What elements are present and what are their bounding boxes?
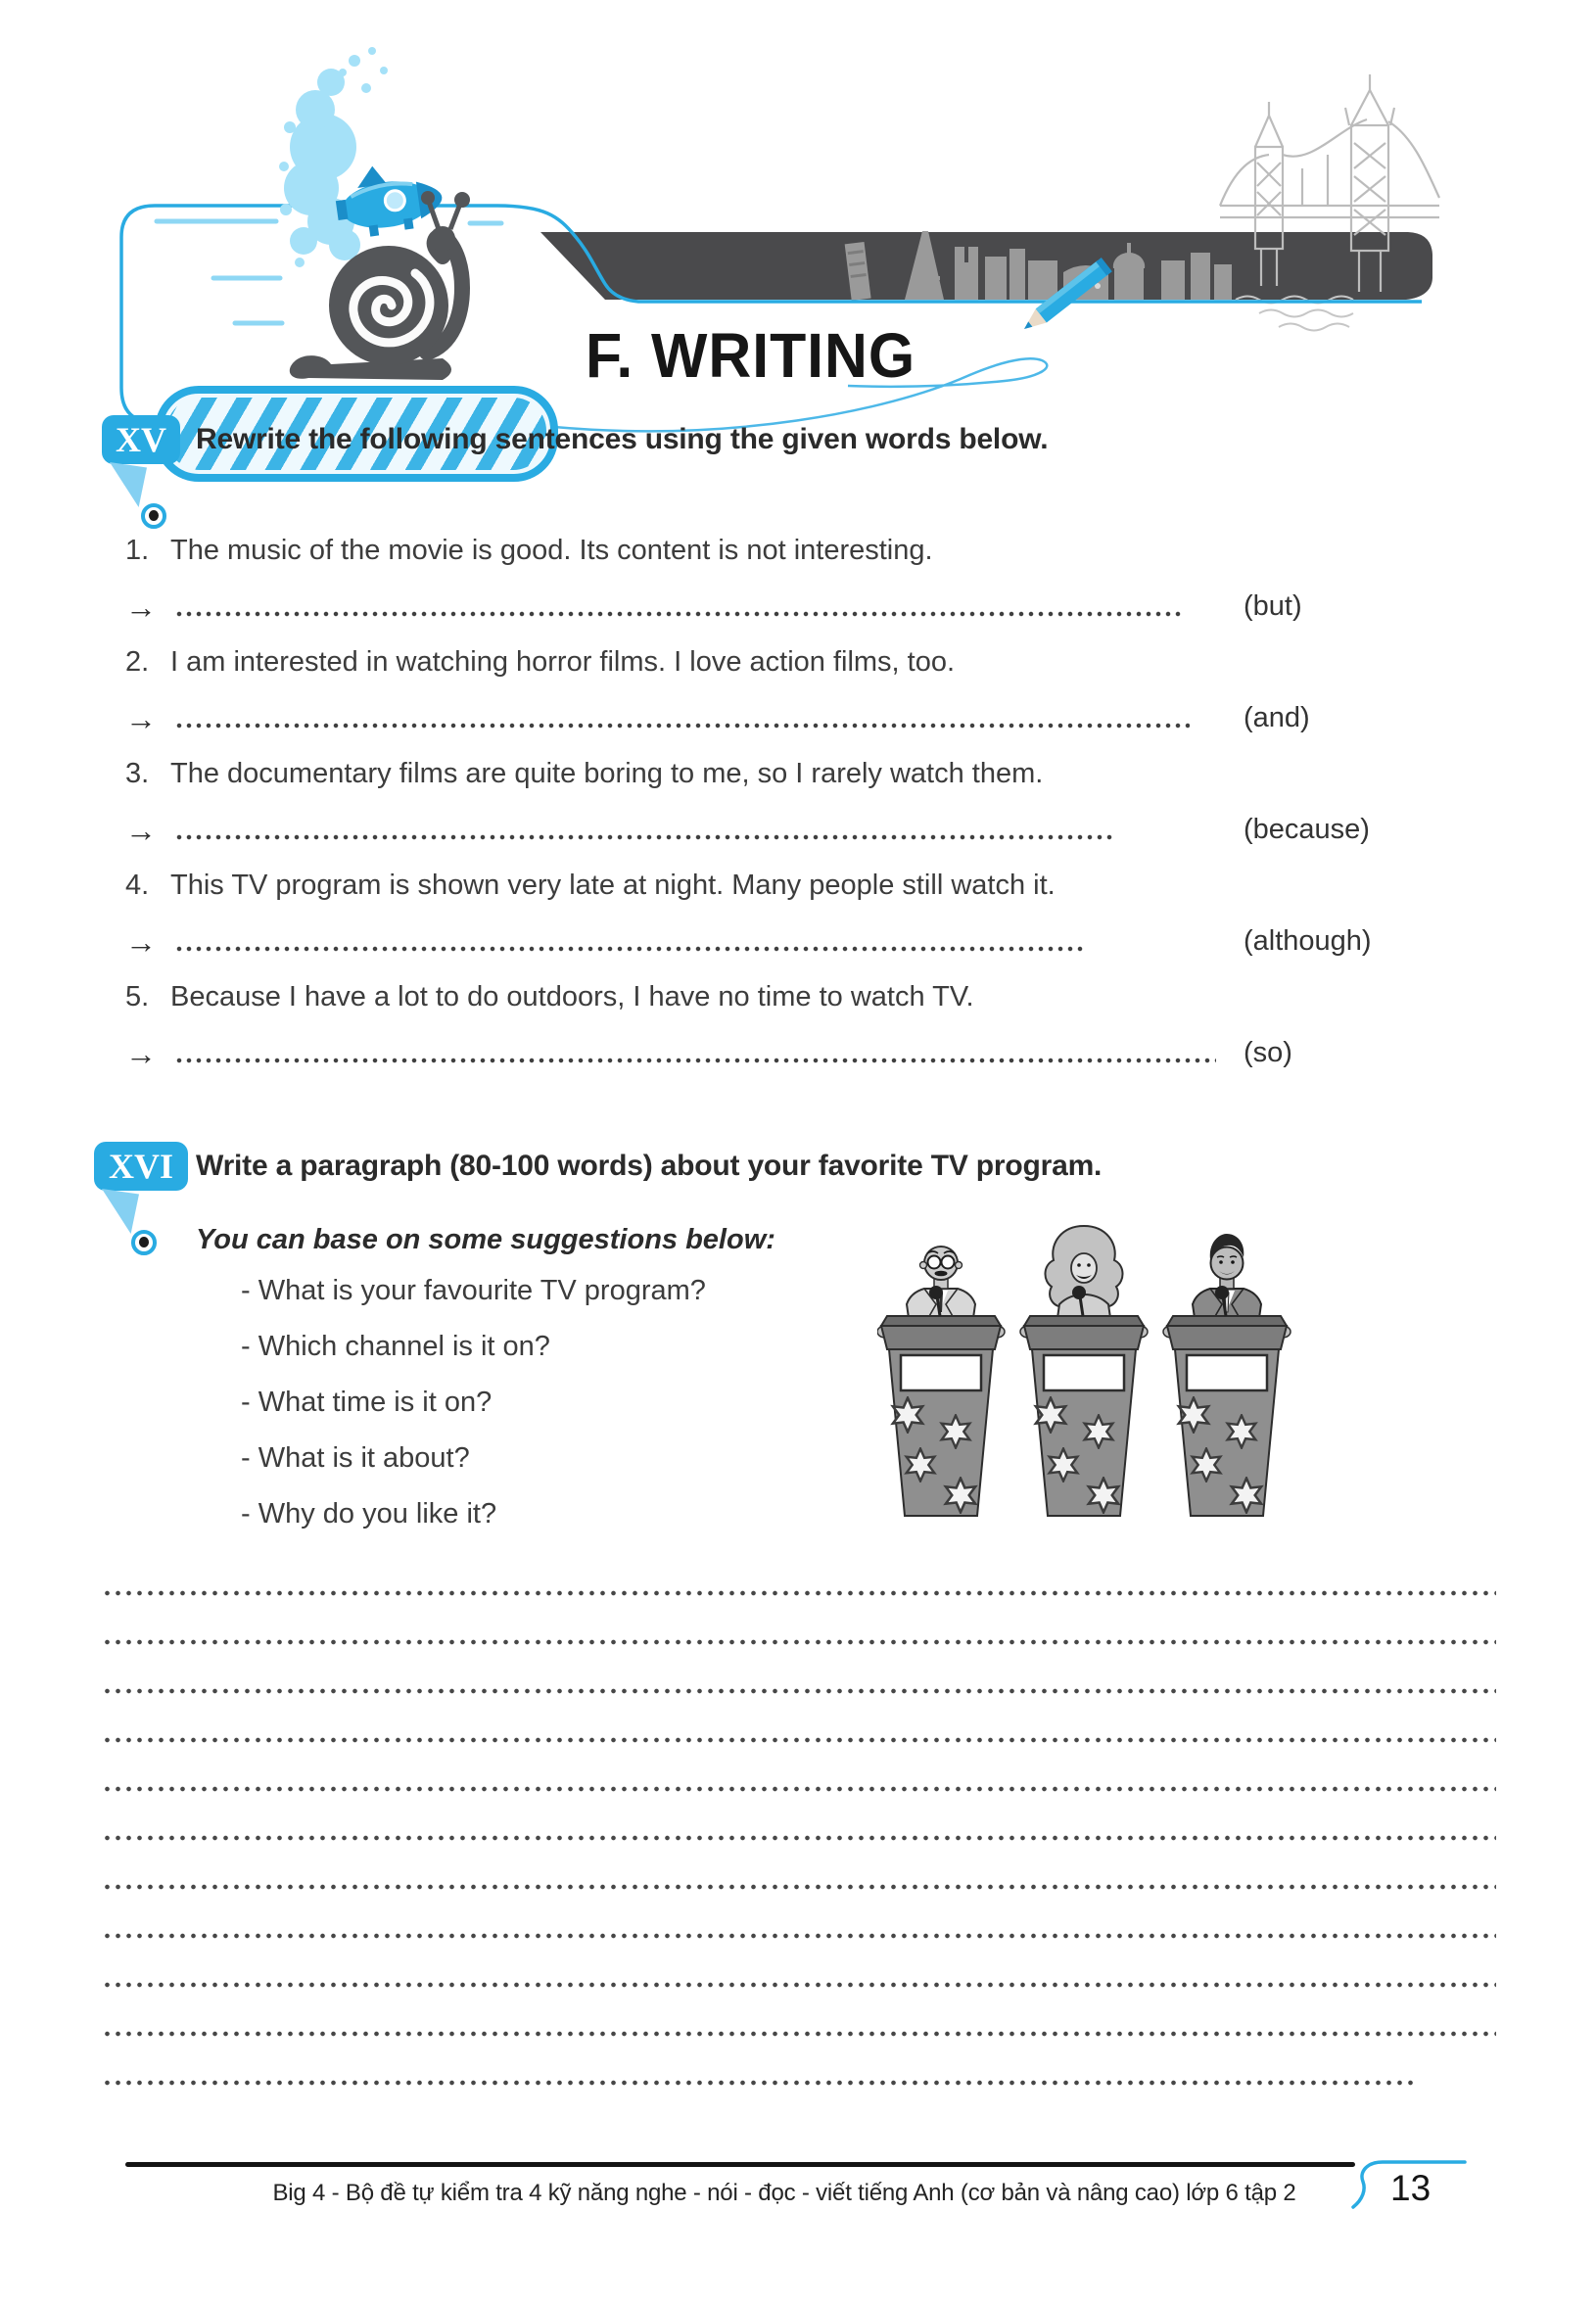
writing-line[interactable]: [102, 1737, 1496, 1743]
contestant-1: [877, 1247, 1005, 1516]
answer-line[interactable]: [174, 611, 1185, 617]
item-number: 2.: [125, 646, 150, 678]
answer-row: [125, 690, 1390, 746]
writing-line[interactable]: [102, 1884, 1496, 1890]
sentence-row: [125, 523, 1390, 579]
writing-line[interactable]: [102, 1639, 1496, 1645]
suggestions-list: [241, 1263, 706, 1542]
item-sentence: The music of the movie is good. Its content is not interesting.: [170, 535, 933, 566]
snail-rocket-icon: [279, 47, 470, 380]
item-sentence: Because I have a lot to do outdoors, I have no time to watch TV.: [170, 981, 974, 1012]
writing-line[interactable]: [102, 1688, 1496, 1694]
answer-line[interactable]: [174, 834, 1116, 840]
hint-word: (so): [1244, 1037, 1292, 1068]
sentence-row: [125, 858, 1390, 914]
hint-word: (because): [1244, 814, 1370, 845]
writing-line[interactable]: [102, 2080, 1413, 2086]
rewrite-item: [125, 635, 1390, 746]
suggestion-item: - What time is it on?: [241, 1387, 493, 1418]
writing-line[interactable]: [102, 2031, 1496, 2037]
rewrite-item: [125, 969, 1390, 1081]
rewrite-item: [125, 746, 1390, 858]
writing-line[interactable]: [102, 1786, 1496, 1792]
arrow-icon: →: [125, 700, 157, 736]
rewrite-item: [125, 858, 1390, 969]
exercise-xv-instruction: Rewrite the following sentences using the given words below.: [196, 423, 1049, 455]
sentence-row: [125, 635, 1390, 690]
exercise-xvi-instruction: Write a paragraph (80-100 words) about your favorite TV program.: [196, 1150, 1103, 1182]
exercise-xv-badge: XV: [102, 415, 180, 464]
suggestion-item: - Why do you like it?: [241, 1498, 497, 1529]
answer-line[interactable]: [174, 946, 1087, 952]
suggestion-item: - What is your favourite TV program?: [241, 1275, 706, 1306]
answer-row: [125, 914, 1390, 969]
sentence-row: [125, 746, 1390, 802]
hint-word: (but): [1244, 590, 1302, 622]
contestant-2: [1020, 1226, 1148, 1516]
game-show-contestants-illustration: [877, 1214, 1308, 1537]
paragraph-writing-area: [102, 1590, 1496, 2129]
arrow-icon: →: [125, 812, 157, 848]
item-number: 3.: [125, 758, 150, 789]
answer-row: [125, 802, 1390, 858]
exercise-xv-items: [125, 523, 1390, 1081]
page-title: F. WRITING: [586, 320, 916, 391]
answer-row: [125, 579, 1390, 635]
writing-line[interactable]: [102, 1982, 1496, 1988]
item-number: 1.: [125, 535, 150, 566]
badge-dot: [131, 1230, 157, 1255]
answer-row: [125, 1025, 1390, 1081]
arrow-icon: →: [125, 1035, 157, 1071]
item-sentence: This TV program is shown very late at night. Many people still watch it.: [170, 870, 1056, 901]
suggestions-subheading: You can base on some suggestions below:: [196, 1224, 775, 1255]
exercise-xvi-badge: XVI: [94, 1142, 188, 1191]
footer-rule: [125, 2162, 1355, 2167]
item-sentence: I am interested in watching horror films. I love action films, too.: [170, 646, 956, 678]
answer-line[interactable]: [174, 1058, 1216, 1063]
hint-word: (although): [1244, 925, 1372, 957]
hint-word: (and): [1244, 702, 1310, 733]
writing-line[interactable]: [102, 1590, 1496, 1596]
item-sentence: The documentary films are quite boring to me, so I rarely watch them.: [170, 758, 1044, 789]
page-number: 13: [1390, 2168, 1432, 2208]
answer-line[interactable]: [174, 723, 1190, 729]
suggestion-item: - What is it about?: [241, 1442, 470, 1474]
contestant-3: [1163, 1234, 1291, 1516]
item-number: 5.: [125, 981, 150, 1012]
footer-text: Big 4 - Bộ đề tự kiểm tra 4 kỹ năng nghe - nói - đọc - viết tiếng Anh (cơ bản và nâng cao) lớp 6 tập 2: [272, 2180, 1296, 2206]
arrow-icon: →: [125, 588, 157, 625]
arrow-icon: →: [125, 923, 157, 960]
rewrite-item: [125, 523, 1390, 635]
item-number: 4.: [125, 870, 150, 901]
suggestion-item: - Which channel is it on?: [241, 1331, 550, 1362]
sentence-row: [125, 969, 1390, 1025]
badge-tail: [102, 1189, 139, 1234]
writing-line[interactable]: [102, 1933, 1496, 1939]
writing-line[interactable]: [102, 1835, 1496, 1841]
